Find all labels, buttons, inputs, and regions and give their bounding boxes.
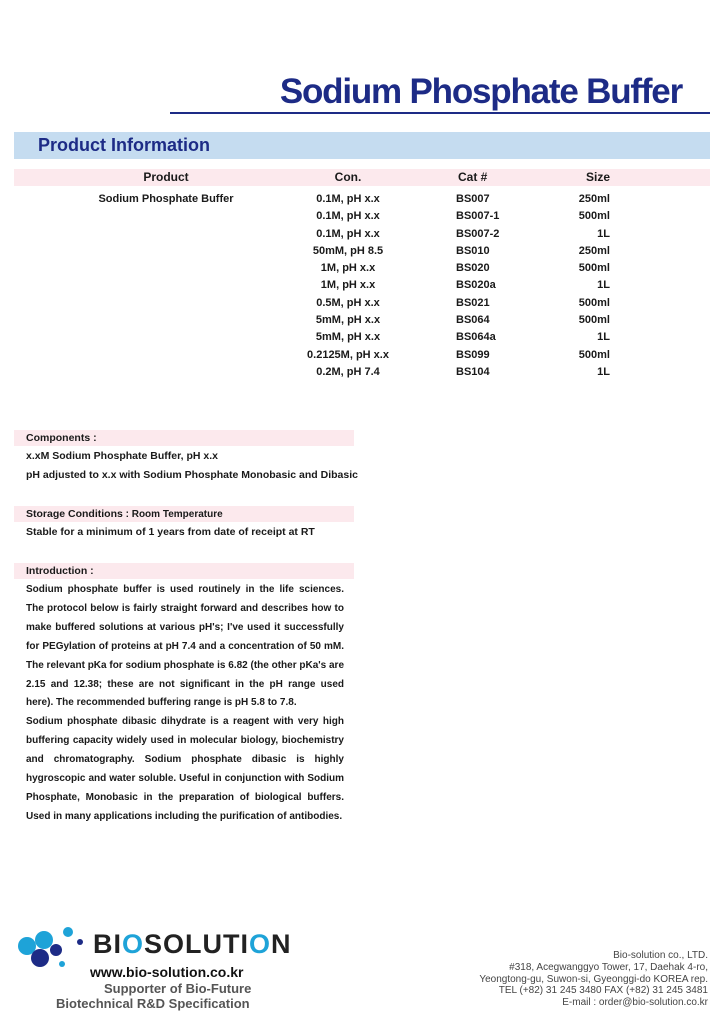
header-product: Product [143,170,189,184]
company-contact [428,950,708,1009]
table-row [14,277,710,294]
concentration: 0.1M, pH x.x [316,210,380,223]
introduction-paragraph: Sodium phosphate dibasic dihydrate is a reagent with very high buffering capacity widely used in molecular biology, biochemistry and chromatography. Sodium phosphate dibasic is highly hygroscopic and water soluble. Useful in conjunction with Sodium Phosphate, Monobasic in the preparation of biological buffers. Used in many applications including the purification of antibodies. [26,716,344,822]
size: 500ml [578,296,610,309]
concentration: 5mM, pH x.x [315,331,381,344]
size: 500ml [578,262,610,275]
catalog-number: BS020 [456,262,490,275]
table-row [14,191,710,208]
table-header [14,169,710,186]
catalog-number: BS099 [456,348,490,361]
concentration: 50mM, pH 8.5 [312,244,384,257]
concentration: 0.2M, pH 7.4 [316,365,380,378]
section-header-product-information: Product Information [14,132,710,159]
table-row [14,226,710,243]
introduction-label: Introduction : [14,563,354,579]
size: 1L [597,227,610,240]
storage-label-bar [14,506,354,522]
introduction-paragraph: Sodium phosphate buffer is used routinely in the life sciences. The protocol below is fairly straight forward and describes how to make buffered solutions at various pH's; I've used it successfully for PEGylation of proteins at pH 7.4 and a concentration of 50 mM. The relevant pKa for sodium phosphate is 6.82 (the other pKa's are 2.15 and 12.38; these are not significant in the pH range used here). The recommended buffering range is pH 5.8 to 7.8. [26,584,345,709]
components-section [14,430,358,485]
header-catalog-number: Cat # [458,170,488,184]
tagline: Biotechnical R&D Specification [56,996,250,1011]
company-address: #318, Acegwanggyo Tower, 17, Daehak 4-ro, [509,961,708,973]
catalog-number: BS007-1 [456,210,500,223]
document-title: Sodium Phosphate Buffer [279,72,682,111]
table-row [14,312,710,329]
concentration: 0.1M, pH x.x [316,227,380,240]
size: 500ml [578,348,610,361]
components-line: x.xM Sodium Phosphate Buffer, pH x.x [26,450,218,462]
catalog-number: BS007 [456,193,490,205]
table-row [14,260,710,277]
table-row [14,243,710,260]
storage-section [14,506,354,542]
title-underline [170,112,710,114]
company-phone-fax: TEL (+82) 31 245 3480 FAX (+82) 31 245 3481 [498,985,708,997]
size: 500ml [578,314,610,327]
table-row [14,347,710,364]
company-email: E-mail : order@bio-solution.co.kr [562,997,708,1009]
storage-line: Stable for a minimum of 1 years from date of receipt at RT [26,526,315,538]
size: 1L [597,279,610,292]
table-row [14,295,710,312]
catalog-number: BS021 [456,296,490,309]
size: 1L [597,331,610,344]
size: 1L [597,365,610,378]
table-row [14,364,710,381]
bio-solution-logo [14,918,292,1011]
size: 250ml [578,244,610,257]
concentration: 0.2125M, pH x.x [307,348,389,361]
size: 500ml [578,210,610,223]
concentration: 5mM, pH x.x [315,314,381,327]
company-address: Yeongtong-gu, Suwon-si, Gyeonggi-do KOREA rep. [479,973,708,985]
introduction-section [14,563,354,827]
storage-label: Storage Conditions [26,508,123,520]
table-row [14,329,710,346]
storage-value: : Room Temperature [122,509,223,520]
catalog-number: BS020a [456,279,496,292]
header-concentration: Con. [334,170,362,184]
molecule-logo-icon [14,924,94,984]
catalog-number: BS104 [456,365,490,378]
concentration: 1M, pH x.x [320,262,376,275]
introduction-body [14,581,344,827]
components-line: pH adjusted to x.x with Sodium Phosphate Monobasic and Dibasic [26,469,358,481]
table-row [14,208,710,225]
slogan: Supporter of Bio-Future [104,981,252,996]
header-size: Size [585,170,610,184]
product-name: Sodium Phosphate Buffer [98,193,234,205]
catalog-number: BS064 [456,314,490,327]
concentration: 0.1M, pH x.x [316,193,380,205]
components-label: Components : [14,430,354,446]
catalog-number: BS010 [456,244,490,257]
size: 250ml [578,193,610,205]
concentration: 1M, pH x.x [320,279,376,292]
website-url: www.bio-solution.co.kr [90,964,244,980]
catalog-number: BS007-2 [456,227,500,240]
catalog-number: BS064a [456,331,496,344]
product-table [14,191,710,381]
concentration: 0.5M, pH x.x [316,296,380,309]
logo-wordmark: BIOSOLUTION [93,929,292,959]
company-name: Bio-solution co., LTD. [613,950,708,961]
